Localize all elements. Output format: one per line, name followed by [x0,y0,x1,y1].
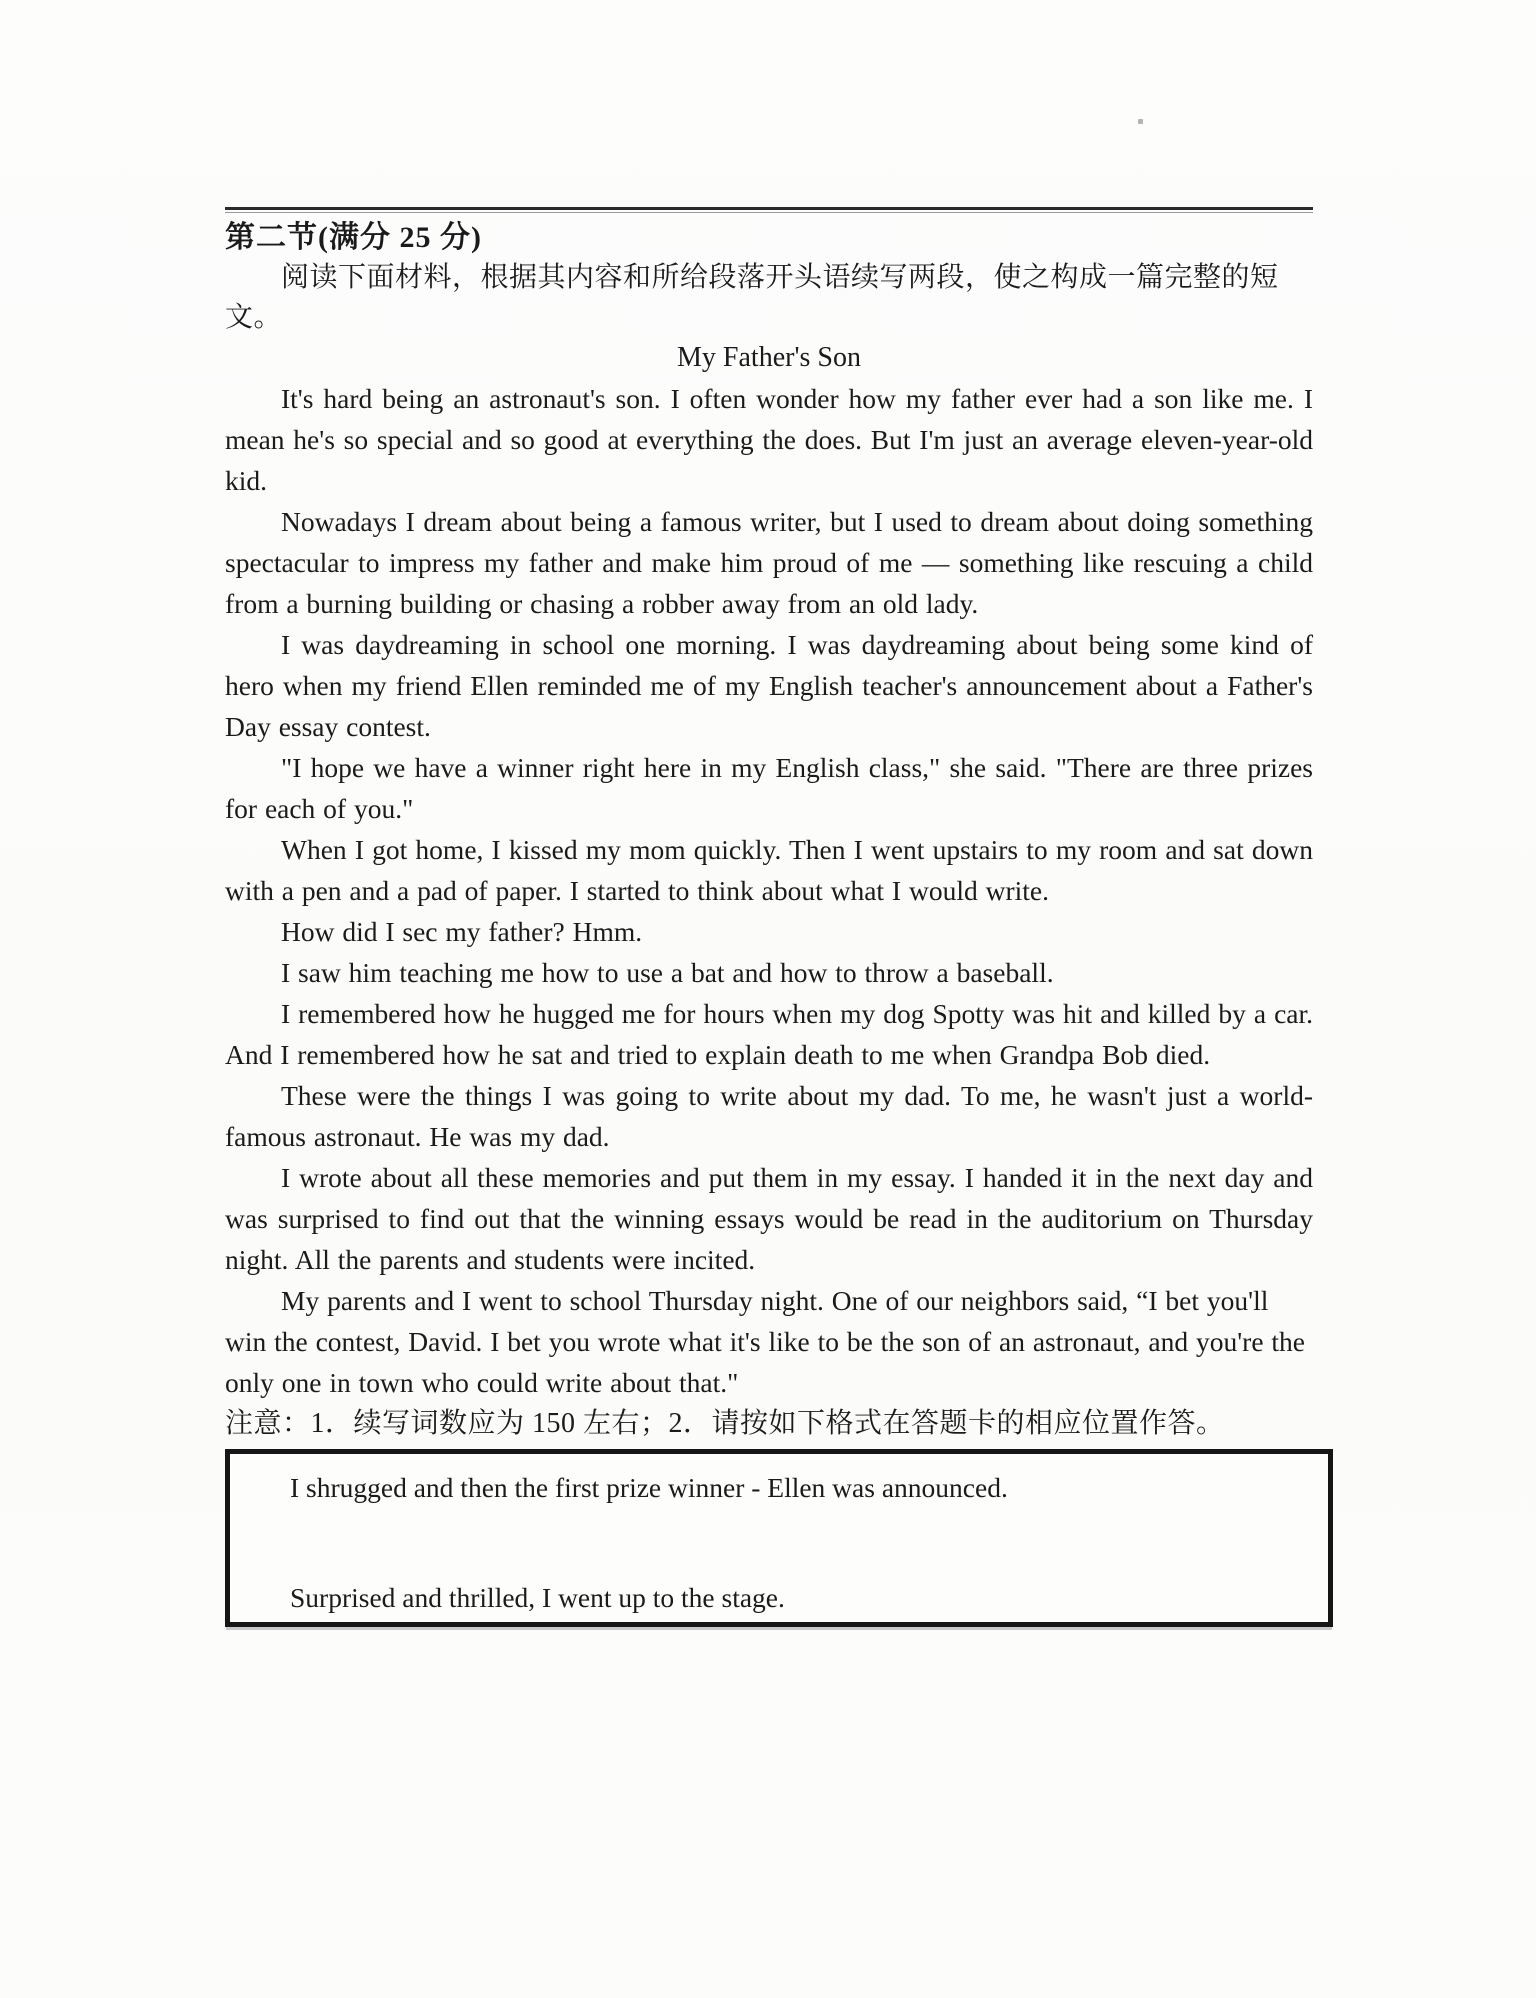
exam-content-column [225,0,1313,1627]
task-instruction-text: 阅读下面材料，根据其内容和所给段落开头语续写两段，使之构成一篇完整的短文。 [225,262,1279,333]
essay-paragraph: These were the things I was going to write about my dad. To me, he wasn't just a world-famous astronaut. He was my dad. [225,1080,1313,1152]
essay-paragraph: It's hard being an astronaut's son. I often wonder how my father ever had a son like me. I mean he's so special and so good at everything the does. But I'm just an average eleven-year-old kid. [225,383,1313,496]
essay-paragraph: My parents and I went to school Thursday night. One of our neighbors said, “I bet you'll win the contest, David. I bet you wrote what it's like to be the son of an astronaut, and you're the only one in town who could write about that." [225,1285,1305,1398]
essay-paragraph: Nowadays I dream about being a famous writer, but I used to dream about doing something spectacular to impress my father and make him proud of me — something like rescuing a child from a burning building or chasing a robber away from an old lady. [225,506,1313,619]
continuation-answer-box [225,1449,1333,1627]
essay-paragraph: I saw him teaching me how to use a bat and how to throw a baseball. [281,957,1054,988]
essay-paragraph: I wrote about all these memories and put them in my essay. I handed it in the next day and was surprised to find out that the winning essays would be read in the auditorium on Thursday night. All the parents and students were incited. [225,1162,1313,1275]
essay-title: My Father's Son [677,342,861,373]
essay-body [225,378,1313,1403]
continuation-opening-sentence-1: I shrugged and then the first prize winner - Ellen was announced. [290,1472,1008,1503]
essay-paragraph: I was daydreaming in school one morning. I was daydreaming about being some kind of hero when my friend Ellen reminded me of my English teacher's announcement about a Father's Day essay contest. [225,629,1313,742]
essay-paragraph: "I hope we have a winner right here in my English class," she said. "There are three prizes for each of you." [225,752,1313,824]
continuation-opening-sentence-2: Surprised and thrilled, I went up to the stage. [290,1582,785,1613]
essay-paragraph: How did I sec my father? Hmm. [281,916,643,947]
section-divider-line [225,207,1313,210]
essay-paragraph: When I got home, I kissed my mom quickly. Then I went upstairs to my room and sat down with a pen and a pad of paper. I started to think about what I would write. [225,834,1313,906]
essay-paragraph: I remembered how he hugged me for hours when my dog Spotty was hit and killed by a car. And I remembered how he sat and tried to explain death to me when Grandpa Bob died. [225,998,1313,1070]
section-heading: 第二节(满分 25 分) [225,221,482,254]
notice-text: 注意：1．续写词数应为 150 左右；2．请按如下格式在答题卡的相应位置作答。 [225,1408,1225,1439]
